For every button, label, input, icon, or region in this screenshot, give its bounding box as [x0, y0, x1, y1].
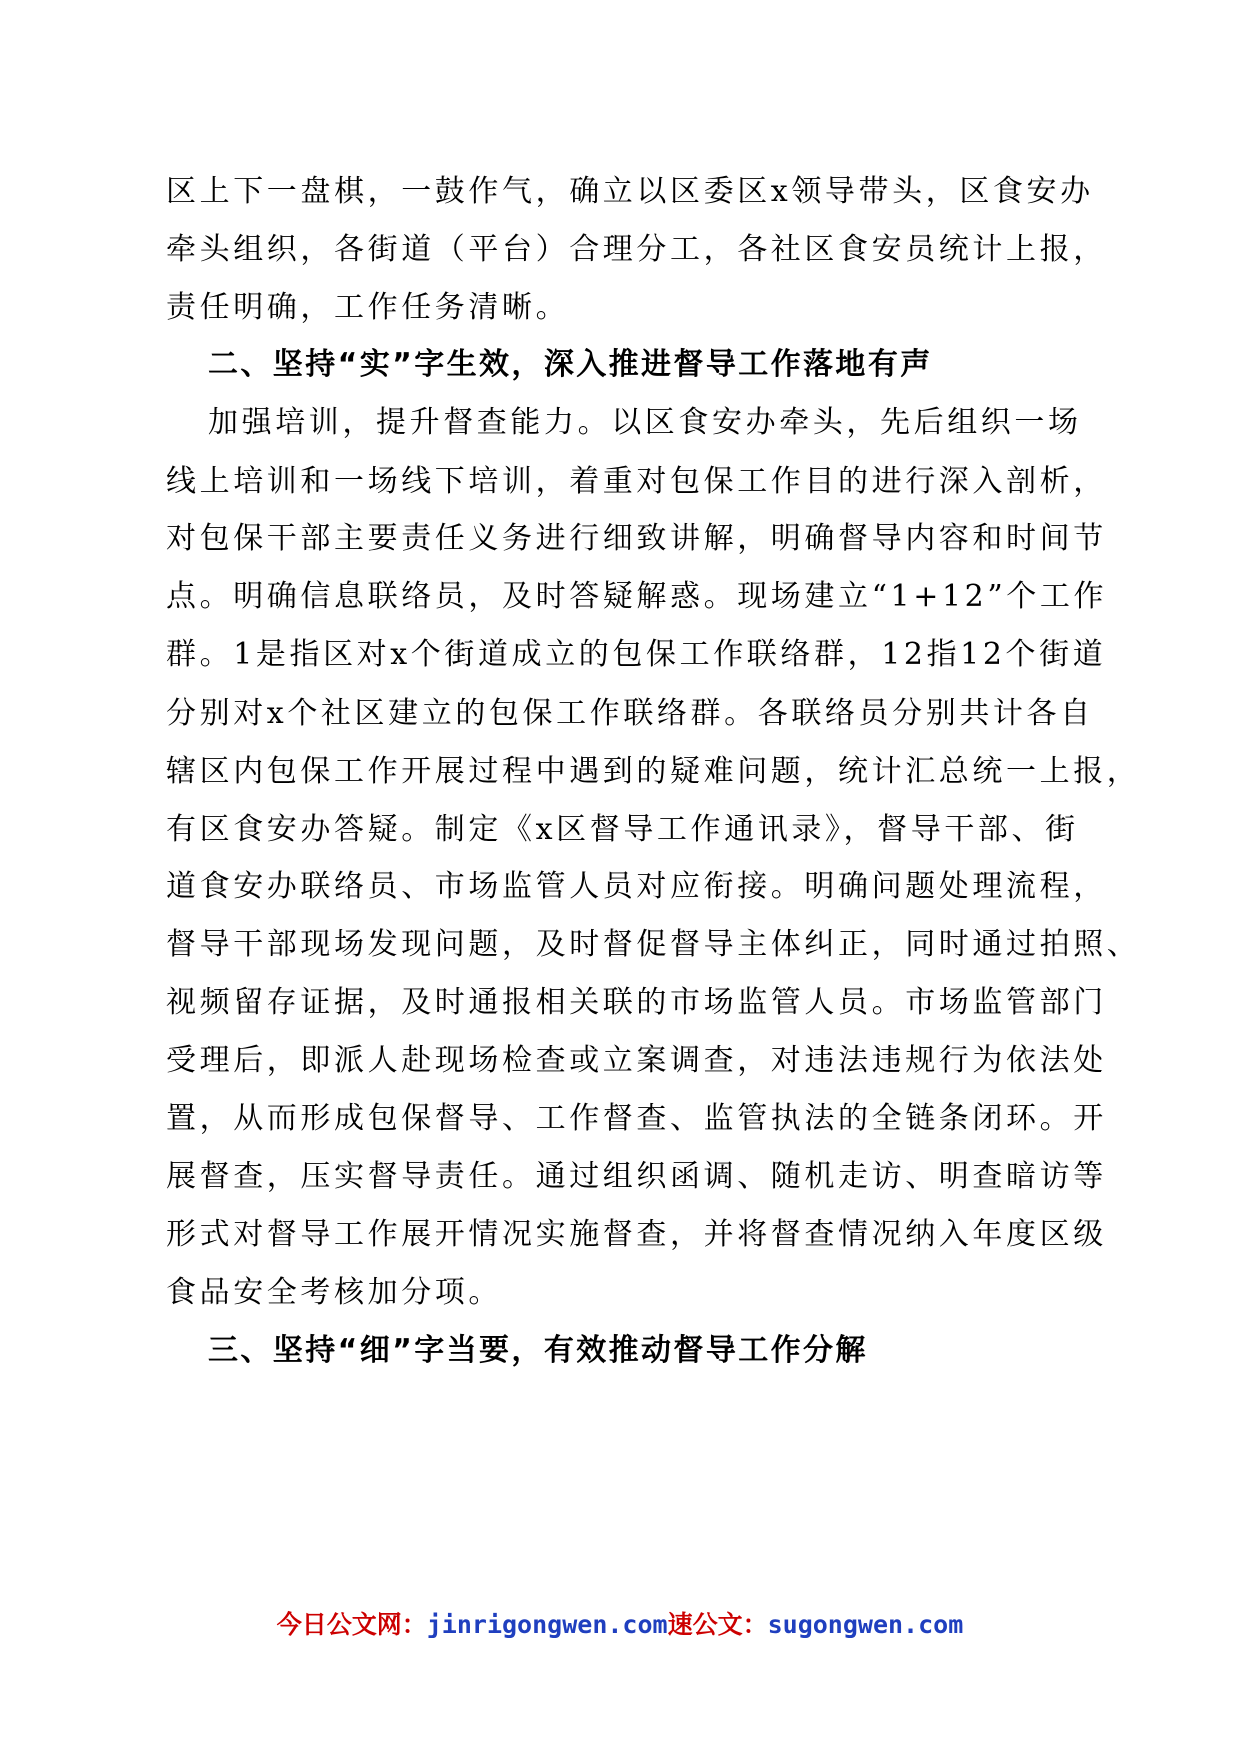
- body-text-line: 受理后，即派人赴现场检查或立案调查，对违法违规行为依法处: [166, 1043, 1107, 1078]
- body-text-line: 区上下一盘棋，一鼓作气，确立以区委区x领导带头，区食安办: [166, 174, 1094, 209]
- footer-label-2: 速公文：: [667, 1610, 768, 1639]
- footer-watermark: [0, 1607, 1240, 1643]
- body-text-line: 置，从而形成包保督导、工作督查、监管执法的全链条闭环。开: [166, 1101, 1107, 1136]
- footer-site-link-2[interactable]: sugongwen.com: [767, 1610, 964, 1639]
- body-text-line: 对包保干部主要责任义务进行细致讲解，明确督导内容和时间节: [166, 521, 1107, 556]
- body-text-line: 有区食安办答疑。制定《x区督导工作通讯录》，督导干部、街: [166, 812, 1079, 847]
- body-text-line: 督导干部现场发现问题，及时督促督导主体纠正，同时通过拍照、: [166, 927, 1141, 962]
- section-heading-2: 二、坚持“实”字生效，深入推进督导工作落地有声: [208, 347, 933, 382]
- footer-label-1: 今日公文网：: [276, 1610, 427, 1639]
- body-text-line: 视频留存证据，及时通报相关联的市场监管人员。市场监管部门: [166, 985, 1107, 1020]
- body-text-line: 牵头组织，各街道（平台）合理分工，各社区食安员统计上报，: [166, 232, 1107, 267]
- body-text-line: 线上培训和一场线下培训，着重对包保工作目的进行深入剖析，: [166, 464, 1107, 499]
- body-text-line: 群。1是指区对x个街道成立的包保工作联络群，12指12个街道: [166, 637, 1107, 672]
- body-text-line: 辖区内包保工作开展过程中遇到的疑难问题，统计汇总统一上报，: [166, 754, 1141, 789]
- body-text-line: 责任明确，工作任务清晰。: [166, 290, 570, 325]
- footer-site-link-1[interactable]: jinrigongwen.com: [426, 1610, 668, 1639]
- body-text-line: 点。明确信息联络员，及时答疑解惑。现场建立“1+12”个工作: [166, 579, 1108, 614]
- body-text-line: 形式对督导工作展开情况实施督查，并将督查情况纳入年度区级: [166, 1217, 1107, 1252]
- body-text-line: 分别对x个社区建立的包保工作联络群。各联络员分别共计各自: [166, 696, 1094, 731]
- body-text-line: 加强培训，提升督查能力。以区食安办牵头，先后组织一场: [208, 405, 1082, 440]
- section-heading-3: 三、坚持“细”字当要，有效推动督导工作分解: [208, 1333, 868, 1368]
- body-text-line: 展督查，压实督导责任。通过组织函调、随机走访、明查暗访等: [166, 1159, 1107, 1194]
- body-text-line: 食品安全考核加分项。: [166, 1275, 502, 1310]
- body-text-line: 道食安办联络员、市场监管人员对应衔接。明确问题处理流程，: [166, 869, 1107, 904]
